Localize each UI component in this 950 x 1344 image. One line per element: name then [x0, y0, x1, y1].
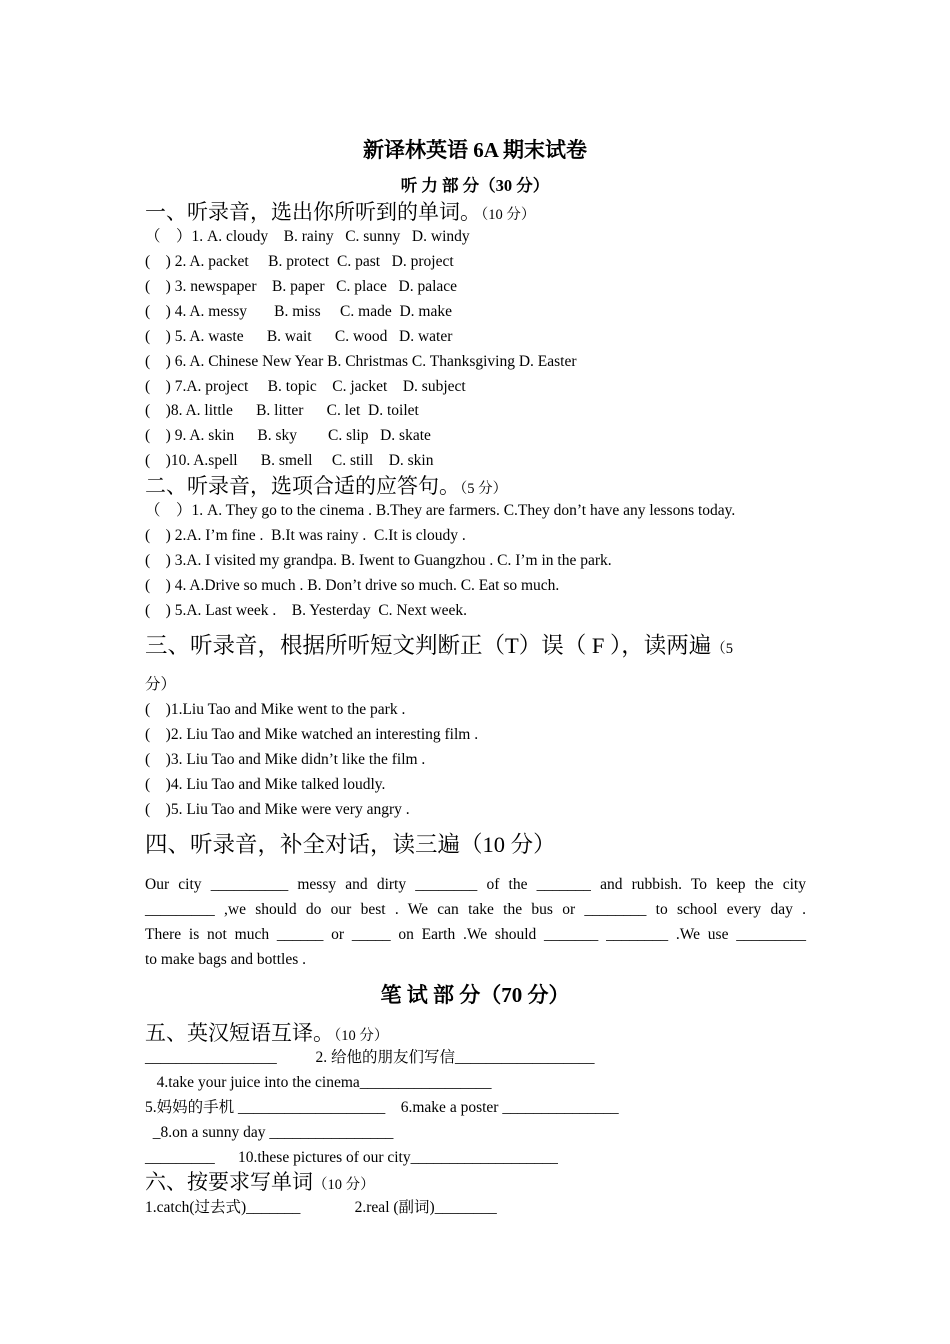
s4-line-2: _________ ,we should do our best . We can take the bus or ________ to school every day .	[145, 901, 806, 918]
s5-item-4: _8.on a sunny day ________________	[145, 1124, 394, 1141]
section5-heading	[145, 1019, 388, 1050]
s4-line-3: There is not much ______ or _____ on Earth .We should _______ ________ .We use _________	[145, 926, 806, 943]
s1-item-10: ( )10. A.spell B. smell C. still D. skin	[145, 452, 434, 469]
s1-item-3: ( ) 3. newspaper B. paper C. place D. palace	[145, 278, 458, 295]
s2-item-4: ( ) 4. A.Drive so much . B. Don’t drive so much. C. Eat so much.	[145, 577, 560, 594]
section2-heading	[145, 472, 507, 503]
section6-heading	[145, 1168, 375, 1199]
s1-item-1: （ ）1. A. cloudy B. rainy C. sunny D. windy	[145, 228, 470, 245]
s1-item-6: ( ) 6. A. Chinese New Year B. Christmas C. Thanksgiving D. Easter	[145, 353, 577, 370]
section1-title: 一、听录音，选出你所听到的单词。	[145, 200, 481, 224]
s3-item-3: ( )3. Liu Tao and Mike didn’t like the film .	[145, 751, 426, 768]
section5-score: （10 分）	[334, 1028, 389, 1044]
section3-title: 三、听录音，根据所听短文判断正（T）误（ F ），读两遍	[145, 633, 712, 658]
exam-title: 新译林英语 6A 期末试卷	[362, 138, 587, 162]
s4-line-4: to make bags and bottles .	[145, 951, 306, 968]
listening-header: 听 力 部 分（30 分）	[400, 176, 550, 195]
s4-line-1: Our city __________ messy and dirty ________ of the _______ and rubbish. To keep the city	[145, 876, 806, 893]
s1-item-2: ( ) 2. A. packet B. protect C. past D. project	[145, 253, 454, 270]
s5-item-5: _________ 10.these pictures of our city___________________	[145, 1149, 558, 1166]
section3-score-b: 分）	[145, 676, 177, 693]
section3-score-a: （5	[711, 641, 734, 657]
section5-title: 五、英汉短语互译。	[145, 1021, 334, 1045]
section3-heading	[145, 632, 733, 663]
section2-score: （5 分）	[460, 481, 508, 497]
s2-item-1: （ ）1. A. They go to the cinema . B.They are farmers. C.They don’t have any lessons today.	[145, 502, 736, 519]
s3-item-1: ( )1.Liu Tao and Mike went to the park .	[145, 701, 406, 718]
s3-item-5: ( )5. Liu Tao and Mike were very angry .	[145, 801, 410, 818]
s5-item-2: 4.take your juice into the cinema_________________	[145, 1074, 492, 1091]
s1-item-5: ( ) 5. A. waste B. wait C. wood D. water	[145, 328, 453, 345]
section4-heading: 四、听录音，补全对话，读三遍（10 分）	[145, 832, 556, 857]
written-header: 笔 试 部 分（70 分）	[380, 983, 570, 1007]
s5-item-1: _________________ 2. 给他的朋友们写信__________________	[145, 1049, 595, 1066]
s1-item-9: ( ) 9. A. skin B. sky C. slip D. skate	[145, 427, 431, 444]
s2-item-2: ( ) 2.A. I’m fine . B.It was rainy . C.It is cloudy .	[145, 527, 466, 544]
section6-score: （10 分）	[313, 1177, 375, 1193]
s2-item-5: ( ) 5.A. Last week . B. Yesterday C. Next week.	[145, 602, 467, 619]
s1-item-8: ( )8. A. little B. litter C. let D. toilet	[145, 402, 419, 419]
s2-item-3: ( ) 3.A. I visited my grandpa. B. Iwent to Guangzhou . C. I’m in the park.	[145, 552, 612, 569]
s1-item-7: ( ) 7.A. project B. topic C. jacket D. subject	[145, 378, 466, 395]
section1-heading	[145, 198, 535, 229]
s5-item-3: 5.妈妈的手机 ___________________ 6.make a poster _______________	[145, 1099, 619, 1116]
section6-title: 六、按要求写单词	[145, 1170, 313, 1194]
s6-item-1: 1.catch(过去式)_______ 2.real (副词)________	[145, 1199, 497, 1216]
section2-title: 二、听录音，选项合适的应答句。	[145, 474, 460, 498]
section1-score: （10 分）	[481, 207, 536, 223]
s3-item-4: ( )4. Liu Tao and Mike talked loudly.	[145, 776, 386, 793]
s1-item-4: ( ) 4. A. messy B. miss C. made D. make	[145, 303, 452, 320]
s3-item-2: ( )2. Liu Tao and Mike watched an interesting film .	[145, 726, 479, 743]
